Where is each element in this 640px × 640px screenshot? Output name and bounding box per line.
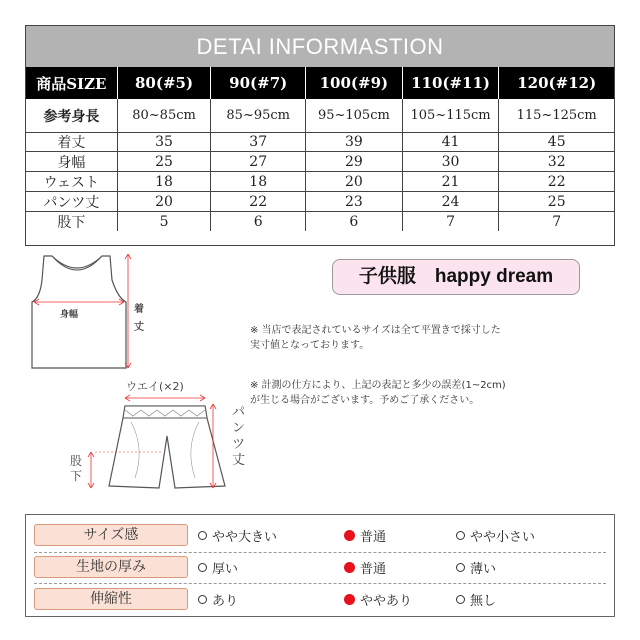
note-line: ※ 当店で表記されているサイズは全て平置きで採寸した — [250, 325, 501, 336]
header-cell: 商品SIZE — [26, 67, 118, 99]
fabric-feel-table — [25, 514, 615, 617]
note-1 — [250, 323, 501, 353]
table-cell: 30 — [403, 152, 500, 171]
inseam-char: 下 — [70, 469, 83, 483]
note-line: ※ 計測の仕方により、上記の表記と多少の誤差(1~2cm) — [250, 380, 506, 391]
table-row — [26, 132, 614, 152]
table-cell: 7 — [552, 213, 562, 230]
height-cell: 115~125cm — [516, 108, 597, 123]
table-row — [26, 152, 614, 172]
table-cell: 29 — [306, 152, 403, 171]
header-cell: 80(#5) — [118, 67, 212, 99]
tank-width-label: 身幅 — [60, 310, 79, 320]
table-cell: 24 — [403, 192, 500, 211]
table-cell: 20 — [306, 172, 403, 191]
feel-option — [344, 556, 386, 578]
table-cell: 22 — [211, 192, 306, 211]
height-row — [26, 99, 614, 133]
feel-label: 生地の厚み — [34, 556, 188, 578]
row-label: ウェスト — [26, 172, 118, 191]
header-cell: 90(#7) — [211, 67, 306, 99]
feel-option — [456, 524, 535, 546]
header-row — [26, 67, 614, 99]
filled-circle-icon — [344, 562, 355, 573]
pants-length-char: 丈 — [232, 453, 246, 468]
header-cell: 100(#9) — [306, 67, 403, 99]
option-text: ややあり — [360, 593, 413, 609]
feel-row-thickness — [26, 556, 614, 581]
table-cell: 21 — [403, 172, 500, 191]
tank-length-label: 着 — [134, 304, 144, 315]
shorts-diagram — [75, 388, 250, 496]
inseam-char: 股 — [70, 454, 83, 468]
table-row — [26, 172, 614, 192]
feel-option — [344, 524, 386, 546]
table-cell: 23 — [306, 192, 403, 211]
height-cell: 参考身長 — [26, 99, 118, 132]
feel-label: 伸縮性 — [34, 588, 188, 610]
size-table — [25, 25, 615, 246]
table-cell: 25 — [547, 193, 566, 210]
feel-option — [456, 556, 496, 578]
table-cell: 27 — [211, 152, 306, 171]
inseam-label — [70, 454, 82, 484]
feel-label: サイズ感 — [34, 524, 188, 546]
circle-icon — [198, 563, 207, 572]
height-cell: 80~85cm — [118, 99, 212, 132]
circle-icon — [456, 531, 465, 540]
height-cell: 85~95cm — [211, 99, 306, 132]
feel-option — [198, 556, 238, 578]
table-cell: 41 — [403, 132, 500, 151]
row-label: 身幅 — [26, 152, 118, 171]
measure-rows — [26, 132, 614, 231]
feel-row-stretch — [26, 588, 614, 613]
circle-icon — [456, 595, 465, 604]
feel-option — [456, 588, 496, 610]
table-row — [26, 212, 614, 231]
option-text: 薄い — [470, 561, 497, 577]
row-label: 股下 — [26, 212, 118, 231]
circle-icon — [198, 531, 207, 540]
option-text: 普通 — [360, 561, 387, 577]
pants-length-char: ン — [232, 421, 246, 436]
row-label: パンツ丈 — [26, 192, 118, 211]
table-cell: 39 — [306, 132, 403, 151]
header-cell: 110(#11) — [403, 67, 500, 99]
option-text: 普通 — [360, 529, 387, 545]
table-cell: 6 — [211, 212, 306, 231]
feel-option — [198, 524, 277, 546]
pants-length-char: ツ — [232, 437, 246, 452]
feel-row-size — [26, 524, 614, 549]
brand-title: 子供服 happy dream — [332, 259, 580, 295]
feel-option — [198, 588, 238, 610]
table-cell: 6 — [306, 212, 403, 231]
divider — [34, 583, 606, 584]
feel-option — [344, 588, 412, 610]
option-text: 厚い — [212, 561, 239, 577]
table-row — [26, 192, 614, 212]
option-text: 無し — [470, 593, 497, 609]
height-cell: 95~105cm — [306, 99, 403, 132]
table-cell: 18 — [211, 172, 306, 191]
option-text: やや小さい — [470, 529, 536, 545]
table-cell: 37 — [211, 132, 306, 151]
divider — [34, 552, 606, 553]
circle-icon — [198, 595, 207, 604]
table-title: DETAI INFORMASTION — [26, 26, 614, 67]
table-cell: 45 — [547, 133, 566, 150]
note-2 — [250, 378, 506, 408]
table-cell: 18 — [118, 172, 212, 191]
height-cell: 105~115cm — [403, 99, 500, 132]
pants-length-char: パ — [232, 405, 246, 420]
circle-icon — [456, 563, 465, 572]
table-cell: 7 — [403, 212, 500, 231]
header-cell: 120(#12) — [517, 74, 597, 92]
table-cell: 32 — [547, 153, 566, 170]
waist-label: ウエイ(×2) — [126, 380, 184, 393]
option-text: あり — [212, 593, 239, 609]
pants-length-label — [232, 405, 245, 469]
option-text: やや大きい — [212, 529, 278, 545]
tank-length-label: 丈 — [134, 322, 144, 333]
table-cell: 20 — [118, 192, 212, 211]
table-cell: 22 — [547, 173, 566, 190]
note-line: 実寸値となっております。 — [250, 340, 370, 351]
note-line: が生じる場合がございます。予めご了承ください。 — [250, 395, 480, 406]
table-cell: 35 — [118, 132, 212, 151]
filled-circle-icon — [344, 530, 355, 541]
tank-top-diagram — [22, 250, 152, 375]
filled-circle-icon — [344, 594, 355, 605]
row-label: 着丈 — [26, 132, 118, 151]
table-cell: 25 — [118, 152, 212, 171]
table-cell: 5 — [118, 212, 212, 231]
